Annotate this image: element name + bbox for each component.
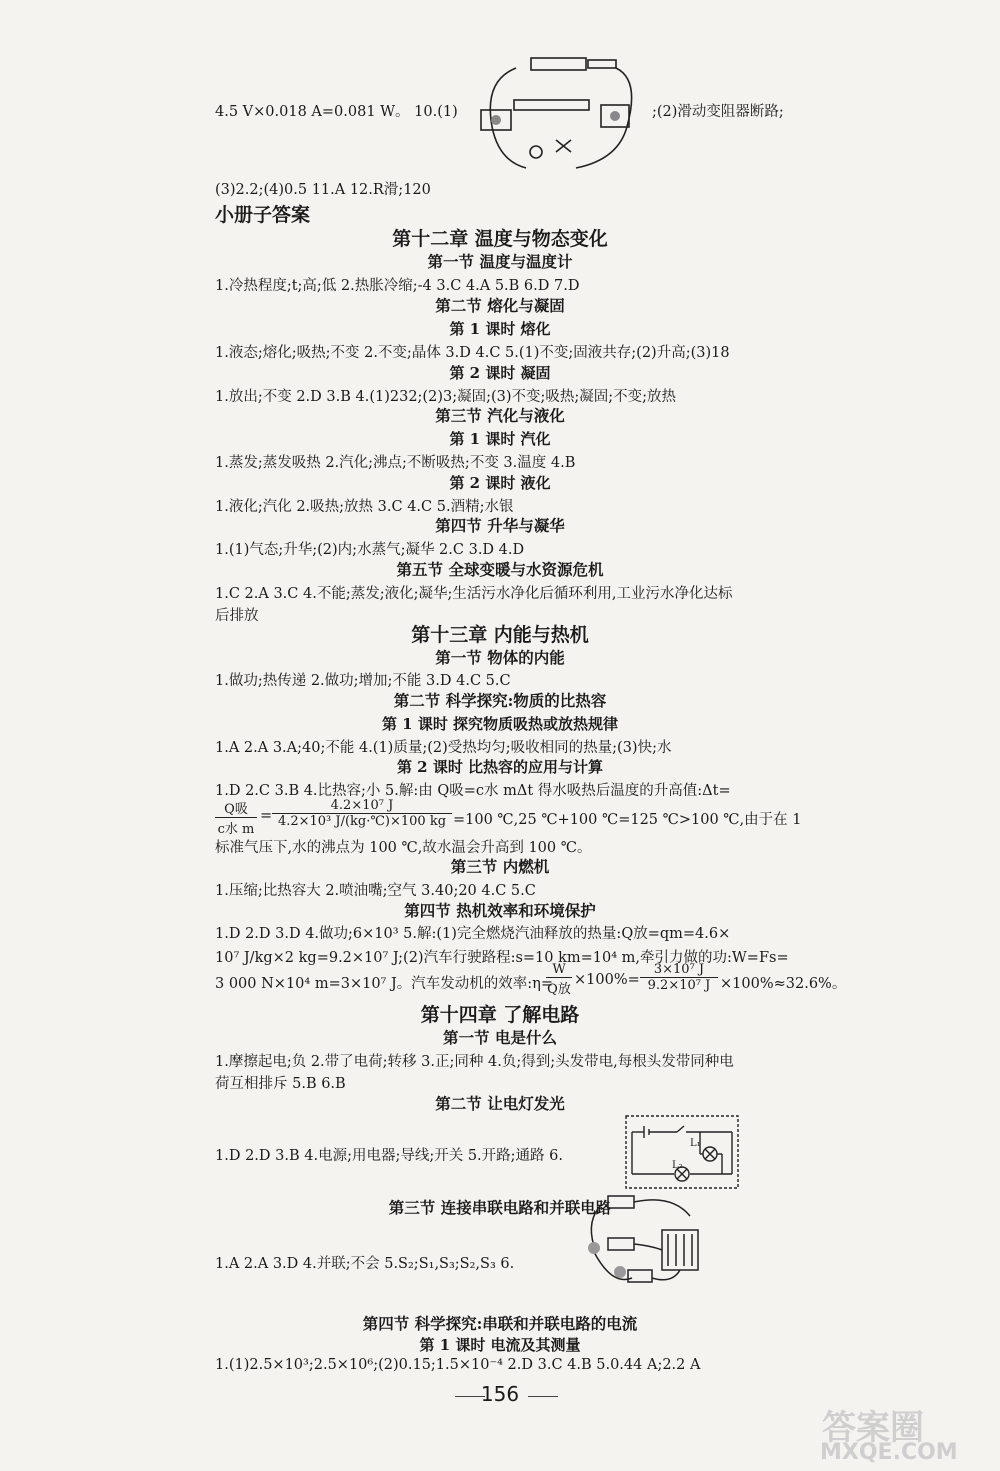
ch12-s2-lesson-1-title: 第 1 课时 熔化 [449, 320, 551, 338]
ch12-section-5-answers-line-2: 后排放 [215, 608, 259, 624]
ch14-s4-lesson-1-answers: 1.(1)2.5×10³;2.5×10⁶;(2)0.15;1.5×10⁻⁴ 2.D 3.C 4.B 5.0.44 A;2.2 A [215, 1357, 701, 1373]
ch12-section-3-title: 第三节 汽化与液化 [435, 406, 565, 425]
ch12-s3-lesson-1-title: 第 1 课时 汽化 [449, 430, 551, 448]
top-answer-line-1: 4.5 V×0.018 A=0.081 W。 10.(1) [215, 104, 458, 120]
ch14-section-4-title: 第四节 科学探究:串联和并联电路的电流 [362, 1314, 638, 1333]
ch13-section-4-answers-line-2: 10⁷ J/kg×2 kg=9.2×10⁷ J;(2)汽车行驶路程:s=10 km=10⁴ m,牵引力做的功:W=Fs= [215, 950, 789, 966]
fraction-4-denominator: 9.2×10⁷ J [640, 977, 718, 993]
ch12-section-4-answers: 1.(1)气态;升华;(2)内;水蒸气;凝华 2.C 3.D 4.D [215, 542, 525, 558]
ch13-s2-lesson-2-answers-line-3: 标准气压下,水的沸点为 100 ℃,故水温会升高到 100 ℃。 [215, 840, 592, 856]
ch13-section-4-answers-line-3a: 3 000 N×10⁴ m=3×10⁷ J。汽车发动机的效率:η= [215, 976, 554, 992]
chapter-13-title: 第十三章 内能与热机 [411, 624, 589, 646]
ch13-s2-lesson-2-answers-line-2: =100 ℃,25 ℃+100 ℃=125 ℃>100 ℃,由于在 1 [453, 812, 802, 828]
fraction-2 [272, 798, 452, 829]
ch13-section-4-answers-line-3b: ×100%= [574, 972, 640, 988]
ch13-section-1-title: 第一节 物体的内能 [435, 648, 565, 667]
fraction-1 [215, 798, 257, 837]
ch12-s3-lesson-2-title: 第 2 课时 液化 [449, 474, 551, 492]
ch14-section-2-title: 第二节 让电灯发光 [435, 1094, 565, 1113]
ch12-s3-lesson-2-answers: 1.液化;汽化 2.吸热;放热 3.C 4.C 5.酒精;水银 [215, 499, 514, 515]
ch13-section-4-title: 第四节 热机效率和环境保护 [404, 901, 596, 920]
ch12-section-1-title: 第一节 温度与温度计 [427, 252, 573, 271]
circuit-diagram-lamps [622, 1112, 742, 1192]
fraction-3-numerator: W [552, 962, 566, 977]
ch13-section-4-answers-line-1: 1.D 2.D 3.D 4.做功;6×10³ 5.解:(1)完全燃烧汽油释放的热量:Q放=qm=4.6× [215, 926, 731, 942]
ch13-s2-lesson-2-title: 第 2 课时 比热容的应用与计算 [396, 758, 604, 776]
lamp-2-label: L₂ [672, 1160, 683, 1171]
fraction-4 [640, 962, 718, 993]
top-answer-line-1-right: ;(2)滑动变阻器断路; [652, 104, 784, 120]
ch14-section-1-title: 第一节 电是什么 [443, 1028, 557, 1047]
watermark-url: MXQE.COM [820, 1440, 958, 1465]
ch13-section-2-title: 第二节 科学探究:物质的比热容 [393, 691, 607, 710]
ch13-section-3-answers: 1.压缩;比热容大 2.喷油嘴;空气 3.40;20 4.C 5.C [215, 883, 536, 899]
ch14-section-3-title: 第三节 连接串联电路和并联电路 [388, 1198, 612, 1217]
ch13-section-1-answers: 1.做功;热传递 2.做功;增加;不能 3.D 4.C 5.C [215, 673, 511, 689]
fraction-3 [546, 962, 572, 997]
ch14-section-1-answers-line-2: 荷互相排斥 5.B 6.B [215, 1076, 346, 1092]
fraction-2-denominator: 4.2×10³ J/(kg·℃)×100 kg [272, 813, 452, 829]
ch12-s2-lesson-2-answers: 1.放出;不变 2.D 3.B 4.(1)232;(2)3;凝固;(3)不变;吸热;凝固;不变;放热 [215, 389, 677, 405]
page-number: 156 [480, 1382, 520, 1406]
circuit-diagram-top [476, 40, 646, 180]
ch12-section-5-title: 第五节 全球变暖与水资源危机 [396, 560, 604, 579]
ch12-s2-lesson-1-answers: 1.液态;熔化;吸热;不变 2.不变;晶体 3.D 4.C 5.(1)不变;固液共存;(2)升高;(3)18 [215, 345, 730, 361]
top-answer-line-2: (3)2.2;(4)0.5 11.A 12.R滑;120 [215, 182, 431, 198]
page-number-dash-right [528, 1396, 558, 1397]
watermark-logo: 答案圈 [822, 1408, 924, 1448]
fraction-1-numerator: Q吸 [224, 802, 248, 817]
ch13-s2-lesson-1-title: 第 1 课时 探究物质吸热或放热规律 [381, 715, 619, 733]
ch14-section-3-answers: 1.A 2.A 3.D 4.并联;不会 5.S₂;S₁,S₃;S₂,S₃ 6. [215, 1256, 515, 1272]
chapter-14-title: 第十四章 了解电路 [420, 1004, 580, 1026]
fraction-4-numerator: 3×10⁷ J [653, 962, 705, 977]
fraction-1-denominator: c水 m [215, 817, 257, 837]
ch12-section-1-answers: 1.冷热程度;t;高;低 2.热胀冷缩;-4 3.C 4.A 5.B 6.D 7.D [215, 278, 580, 294]
chapter-12-title: 第十二章 温度与物态变化 [392, 228, 608, 250]
ch13-s2-lesson-1-answers: 1.A 2.A 3.A;40;不能 4.(1)质量;(2)受热均匀;吸收相同的热量;(3)快;水 [215, 740, 672, 756]
ch13-section-4-answers-line-3c: ×100%≈32.6%。 [720, 976, 847, 992]
ch14-section-2-answers: 1.D 2.D 3.B 4.电源;用电器;导线;开关 5.开路;通路 6. [215, 1148, 563, 1164]
circuit-diagram-parallel [572, 1190, 712, 1290]
ch13-s2-lesson-2-answers-line-1: 1.D 2.C 3.B 4.比热容;小 5.解:由 Q吸=c水 mΔt 得水吸热后温度的升高值:Δt= [215, 783, 731, 799]
equals-sign: = [260, 808, 273, 824]
ch14-section-1-answers-line-1: 1.摩擦起电;负 2.带了电荷;转移 3.正;同种 4.负;得到;头发带电,每根头发带同种电 [215, 1054, 734, 1070]
ch12-section-4-title: 第四节 升华与凝华 [435, 516, 565, 535]
ch12-section-2-title: 第二节 熔化与凝固 [435, 296, 565, 315]
booklet-title: 小册子答案 [215, 204, 311, 226]
ch14-s4-lesson-1-title: 第 1 课时 电流及其测量 [419, 1336, 581, 1354]
fraction-3-denominator: Q放 [546, 977, 572, 997]
ch12-s2-lesson-2-title: 第 2 课时 凝固 [449, 364, 551, 382]
ch13-section-3-title: 第三节 内燃机 [450, 857, 550, 876]
lamp-1-label: L₁ [690, 1138, 701, 1149]
ch12-s3-lesson-1-answers: 1.蒸发;蒸发吸热 2.汽化;沸点;不断吸热;不变 3.温度 4.B [215, 455, 576, 471]
fraction-2-numerator: 4.2×10⁷ J [330, 798, 394, 813]
ch12-section-5-answers-line-1: 1.C 2.A 3.C 4.不能;蒸发;液化;凝华;生活污水净化后循环利用,工业污水净化达标 [215, 586, 733, 602]
